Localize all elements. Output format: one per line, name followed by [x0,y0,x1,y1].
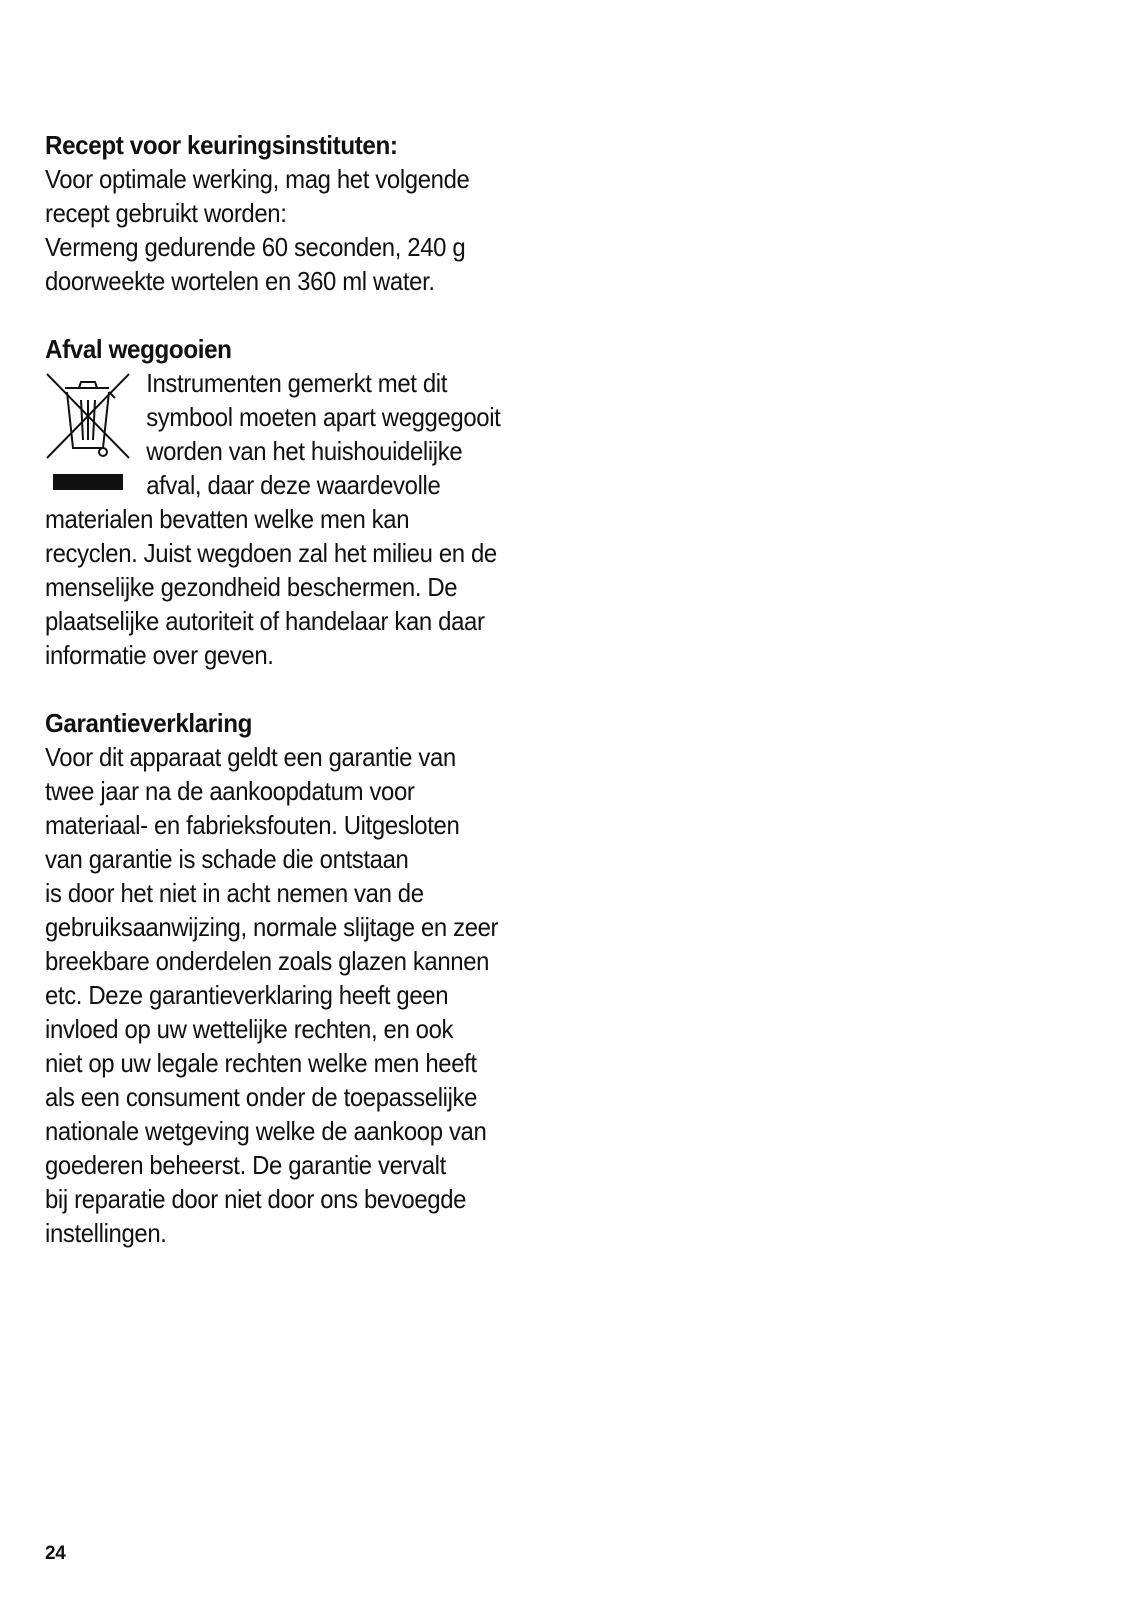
warranty-line: etc. Deze garantieverklaring heeft geen [45,980,449,1010]
waste-symbol-block [45,366,565,502]
waste-line: recyclen. Juist wegdoen zal het milieu en de [45,538,497,568]
warranty-section [45,706,565,1250]
warranty-line: goederen beheerst. De garantie vervalt [45,1150,446,1180]
warranty-line: breekbare onderdelen zoals glazen kannen [45,946,490,976]
warranty-line: is door het niet in acht nemen van de [45,878,424,908]
warranty-line: instellingen. [45,1218,167,1248]
warranty-line: als een consument onder de toepasselijke [45,1082,478,1112]
waste-line: worden van het huishouidelijke [146,436,463,466]
warranty-line: invloed op uw wettelijke rechten, en ook [45,1014,454,1044]
recipe-section [45,128,565,298]
waste-line: plaatselijke autoriteit of handelaar kan daar [45,606,485,636]
recipe-heading: Recept voor keuringsinstituten: [45,130,398,160]
recipe-line: recept gebruikt worden: [45,198,287,228]
waste-heading: Afval weggooien [45,334,232,364]
warranty-line: van garantie is schade die ontstaan [45,844,409,874]
recipe-line: Voor optimale werking, mag het volgende [45,164,470,194]
warranty-line: niet op uw legale rechten welke men heeft [45,1048,477,1078]
warranty-line: materiaal- en fabrieksfouten. Uitgesloten [45,810,460,840]
warranty-line: twee jaar na de aankoopdatum voor [45,776,415,806]
recipe-line: Vermeng gedurende 60 seconden, 240 g [45,232,466,262]
page-number: 24 [45,1543,66,1564]
warranty-line: nationale wetgeving welke de aankoop van [45,1116,487,1146]
warranty-line: bij reparatie door niet door ons bevoegde [45,1184,467,1214]
recipe-line: doorweekte wortelen en 360 ml water. [45,266,435,296]
waste-line: symbool moeten apart weggegooit [146,402,501,432]
warranty-line: gebruiksaanwijzing, normale slijtage en zeer [45,912,499,942]
waste-section [45,332,565,672]
waste-line: informatie over geven. [45,640,274,670]
document-page [45,128,565,1250]
waste-line: materialen bevatten welke men kan [45,504,410,534]
warranty-heading: Garantieverklaring [45,708,252,738]
warranty-line: Voor dit apparaat geldt een garantie van [45,742,456,772]
waste-indented-text [45,366,565,502]
waste-line: afval, daar deze waardevolle [146,470,441,500]
waste-line: menselijke gezondheid beschermen. De [45,572,458,602]
waste-line: Instrumenten gemerkt met dit [146,368,447,398]
